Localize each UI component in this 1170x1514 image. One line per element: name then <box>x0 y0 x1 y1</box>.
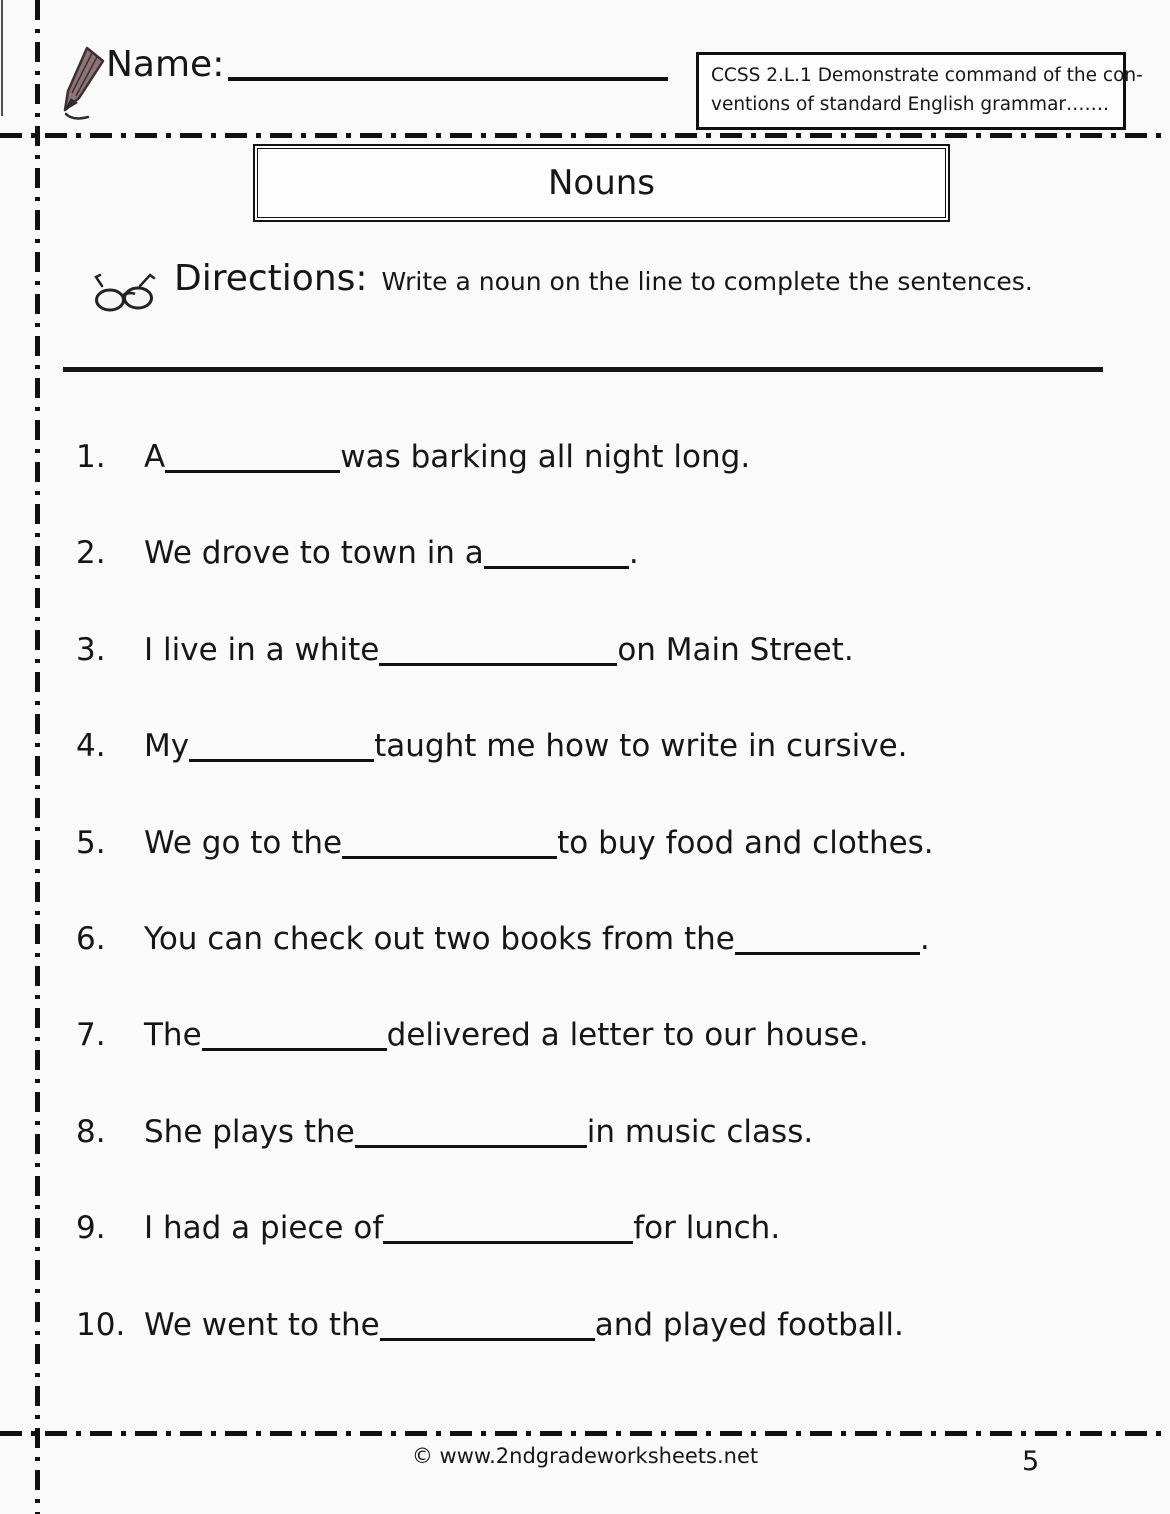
item-pre-text: The <box>144 1017 202 1054</box>
section-divider <box>63 367 1103 372</box>
answer-blank[interactable] <box>379 663 617 666</box>
item-post-text: delivered a letter to our house. <box>386 1017 869 1054</box>
worksheet-title-box <box>253 144 950 222</box>
sentence-item <box>0 1207 1170 1303</box>
page-number: 5 <box>1022 1446 1040 1477</box>
item-number: 1. <box>76 439 106 475</box>
page-edge-line <box>1 0 3 116</box>
sentence-item <box>0 725 1170 821</box>
item-pre-text: I had a piece of <box>144 1210 384 1247</box>
ccss-line-1: CCSS 2.L.1 Demonstrate command of the con- <box>711 65 1143 86</box>
sentence-list <box>0 436 1170 1400</box>
sentence-item <box>0 1304 1170 1400</box>
item-number: 9. <box>76 1210 106 1247</box>
item-pre-text: I live in a white <box>144 631 380 668</box>
directions-label: Directions: <box>174 258 368 299</box>
item-number: 2. <box>76 535 106 572</box>
sentence-item <box>0 436 1170 532</box>
item-post-text: taught me how to write in cursive. <box>374 728 908 765</box>
ccss-line-2: ventions of standard English grammar……. <box>711 93 1109 115</box>
answer-blank[interactable] <box>342 856 557 859</box>
item-pre-text: We drove to town in a <box>144 535 484 572</box>
item-post-text: in music class. <box>586 1113 814 1150</box>
item-post-text: . <box>919 920 930 957</box>
item-number: 8. <box>76 1113 106 1150</box>
item-number: 7. <box>76 1017 106 1054</box>
item-post-text: . <box>628 535 639 572</box>
item-post-text: for lunch. <box>633 1210 781 1247</box>
worksheet-title: Nouns <box>547 163 656 203</box>
bottom-dashdot-line <box>0 1431 1170 1436</box>
item-number: 5. <box>76 824 106 861</box>
sentence-item <box>0 629 1170 725</box>
item-number: 6. <box>76 920 106 957</box>
item-post-text: to buy food and clothes. <box>557 824 934 861</box>
glasses-icon <box>92 272 164 318</box>
answer-blank[interactable] <box>735 952 920 955</box>
sentence-item <box>0 918 1170 1014</box>
sentence-item <box>0 1014 1170 1110</box>
item-pre-text: My <box>144 728 190 765</box>
ccss-standard-box <box>696 52 1143 130</box>
answer-blank[interactable] <box>355 1145 587 1148</box>
answer-blank[interactable] <box>484 566 629 569</box>
answer-blank[interactable] <box>165 470 340 473</box>
item-pre-text: She plays the <box>144 1113 355 1150</box>
worksheet-title-inner-border <box>257 148 946 218</box>
pencil-icon <box>58 44 106 124</box>
item-number: 10. <box>76 1306 126 1343</box>
sentence-item <box>0 1111 1170 1207</box>
answer-blank[interactable] <box>189 759 374 762</box>
item-pre-text: A <box>144 439 166 475</box>
sentence-item <box>0 822 1170 918</box>
answer-blank[interactable] <box>383 1241 633 1244</box>
item-number: 4. <box>76 728 106 765</box>
name-underline[interactable] <box>228 77 668 81</box>
item-pre-text: We went to the <box>144 1306 380 1343</box>
footer-credit: © www.2ndgradeworksheets.net <box>411 1444 759 1468</box>
sentence-item <box>0 532 1170 628</box>
top-dashdot-line <box>0 133 1170 138</box>
name-row <box>58 44 678 124</box>
item-post-text: and played football. <box>594 1306 904 1343</box>
item-pre-text: We go to the <box>144 824 343 861</box>
answer-blank[interactable] <box>380 1338 595 1341</box>
directions-row <box>92 258 1033 318</box>
item-pre-text: You can check out two books from the <box>144 920 735 957</box>
answer-blank[interactable] <box>202 1048 387 1051</box>
item-post-text: was barking all night long. <box>340 439 751 475</box>
directions-text: Write a noun on the line to complete the sentences. <box>381 267 1033 296</box>
item-number: 3. <box>76 631 106 668</box>
name-label: Name: <box>106 44 225 85</box>
item-post-text: on Main Street. <box>617 631 854 668</box>
